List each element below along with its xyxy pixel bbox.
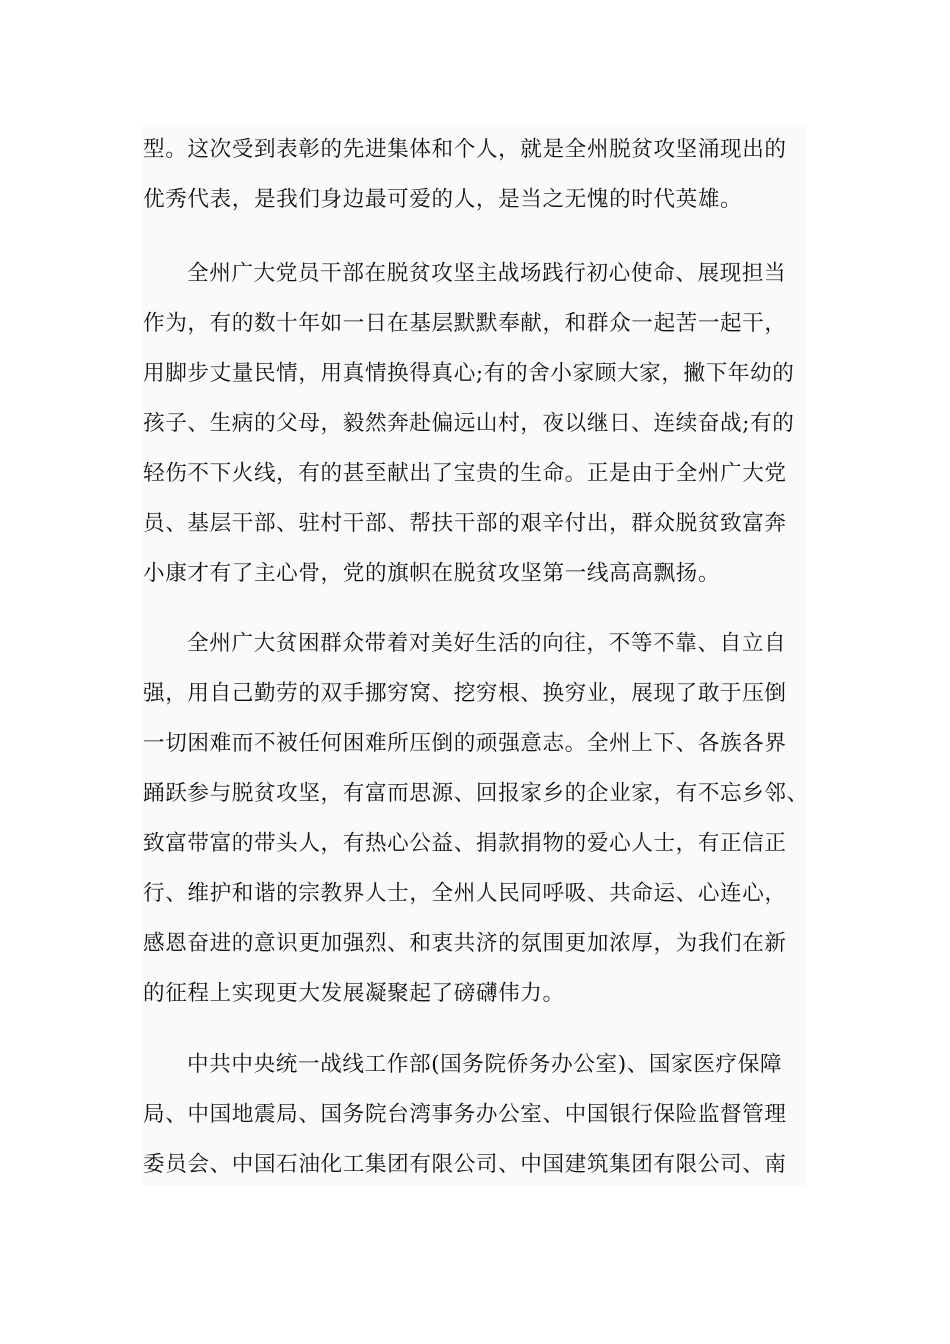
text-line: 局、中国地震局、国务院台湾事务办公室、中国银行保险监督管理 [143, 1102, 787, 1127]
text-line: 感恩奋进的意识更加强烈、和衷共济的氛围更加浓厚，为我们在新 [143, 931, 787, 956]
text-line: 致富带富的带头人，有热心公益、捐款捐物的爱心人士，有正信正 [143, 831, 787, 856]
text-line: 委员会、中国石油化工集团有限公司、中国建筑集团有限公司、南 [143, 1152, 787, 1177]
text-line: 一切困难而不被任何困难所压倒的顽强意志。全州上下、各族各界 [143, 731, 787, 756]
text-line: 用脚步丈量民情，用真情换得真心;有的舍小家顾大家，撇下年幼的 [143, 361, 795, 386]
paragraph-2 [143, 249, 795, 599]
text-line: 优秀代表，是我们身边最可爱的人，是当之无愧的时代英雄。 [143, 187, 743, 212]
text-line: 踊跃参与脱贫攻坚，有富而思源、回报家乡的企业家，有不忘乡邻、 [143, 781, 809, 806]
text-line: 全州广大贫困群众带着对美好生活的向往，不等不靠、自立自 [187, 631, 787, 656]
text-line: 轻伤不下火线，有的甚至献出了宝贵的生命。正是由于全州广大党 [143, 461, 787, 486]
text-line: 孩子、生病的父母，毅然奔赴偏远山村，夜以继日、连续奋战;有的 [143, 411, 795, 436]
paragraph-4 [143, 1040, 787, 1190]
text-line: 强，用自己勤劳的双手挪穷窝、挖穷根、换穷业，展现了敢于压倒 [143, 681, 787, 706]
paragraph-3 [143, 619, 809, 1019]
text-line: 行、维护和谐的宗教界人士，全州人民同呼吸、共命运、心连心， [143, 881, 787, 906]
text-line: 员、基层干部、驻村干部、帮扶干部的艰辛付出，群众脱贫致富奔 [143, 511, 787, 536]
text-line: 中共中央统一战线工作部(国务院侨务办公室)、国家医疗保障 [187, 1052, 783, 1077]
text-line: 全州广大党员干部在脱贫攻坚主战场践行初心使命、展现担当 [187, 261, 787, 286]
text-line: 型。这次受到表彰的先进集体和个人，就是全州脱贫攻坚涌现出的 [143, 137, 787, 162]
text-line: 小康才有了主心骨，党的旗帜在脱贫攻坚第一线高高飘扬。 [143, 561, 721, 586]
text-line: 的征程上实现更大发展凝聚起了磅礴伟力。 [143, 981, 565, 1006]
paragraph-1 [143, 125, 787, 225]
text-line: 作为，有的数十年如一日在基层默默奉献，和群众一起苦一起干， [143, 311, 787, 336]
document-body [143, 125, 809, 1186]
